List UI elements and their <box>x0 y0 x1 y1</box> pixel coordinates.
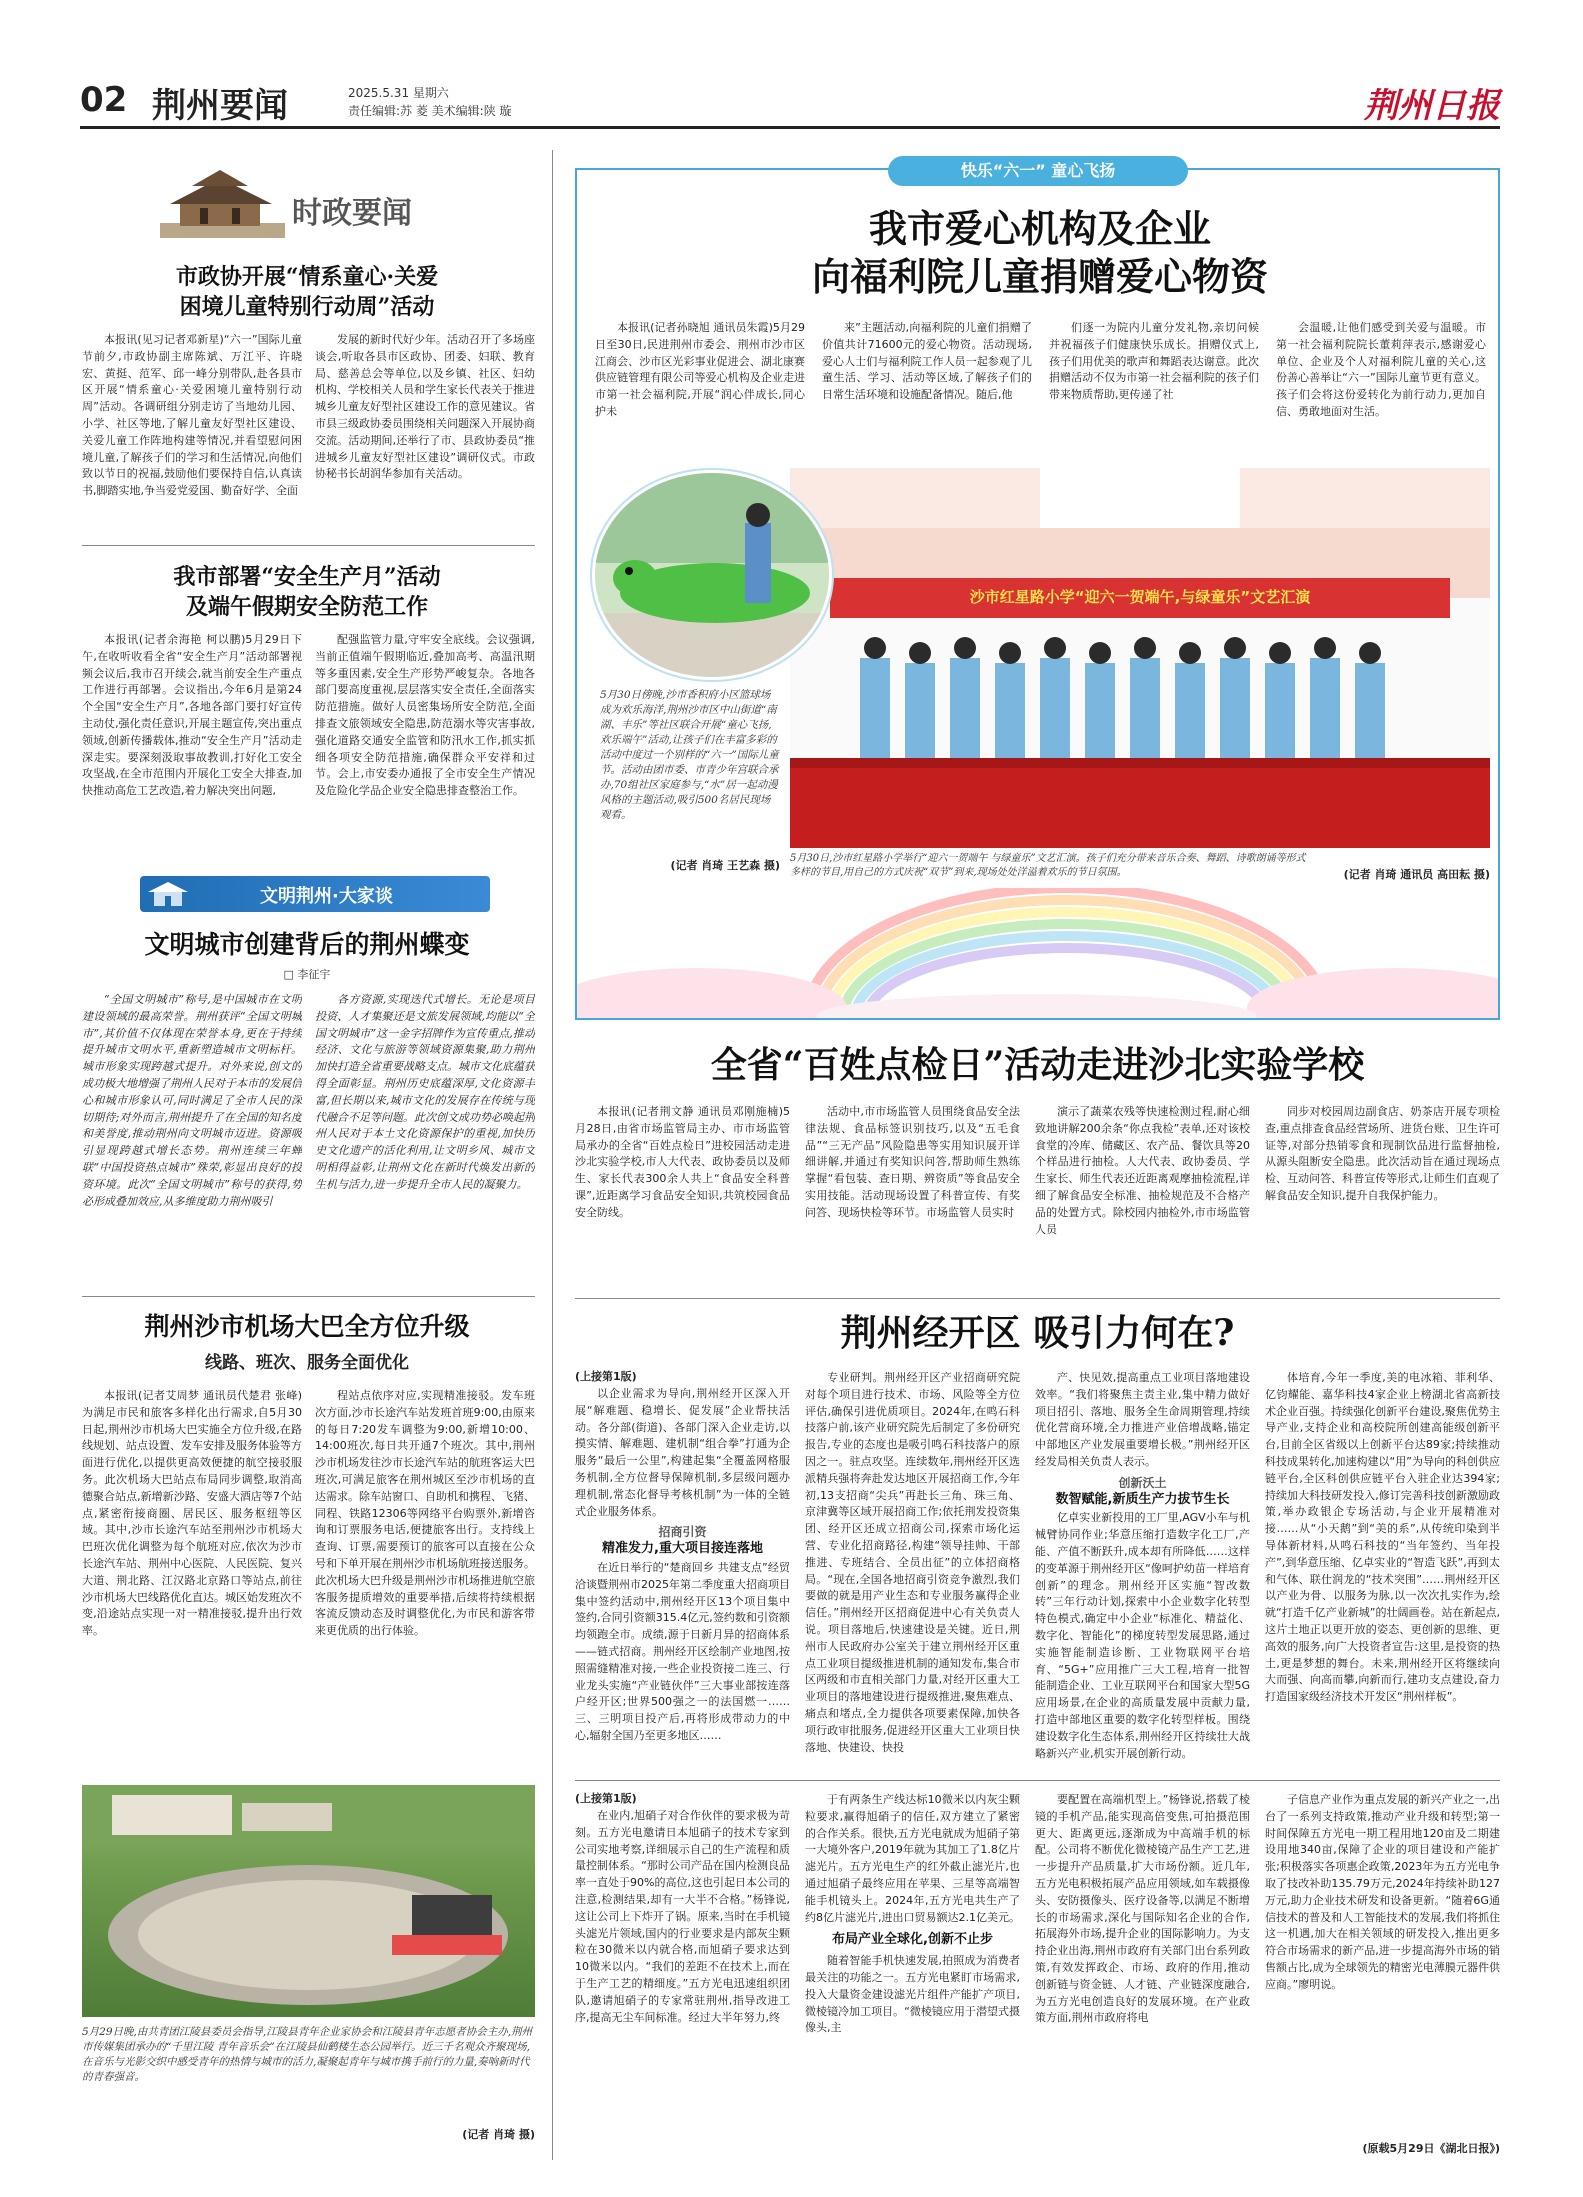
article3-byline: □ 李征宇 <box>283 968 331 981</box>
article4-subtitle: 线路、班次、服务全面优化 <box>205 1353 409 1373</box>
dino-photo-credit: (记者 肖琦 王艺森 摄) <box>670 859 780 872</box>
page-header <box>80 78 1500 128</box>
article6-body-col4: 体培育,今年一季度,美的电冰箱、菲利华、亿钧耀能、嘉华科技4家企业上榜湖北省高新技术企业百强。持续强化创新平台建设,聚焦优势主导产业,支持企业和高校院所创建高能级创新平台,目前全区省级以上创新平台达89家;持续推动科技成果转化,加速构建以“用”为导向的科创供应链平台,全区科创供应链平台入驻企业达394家;持续加大科技研发投入,修订完善科技创新激励政策,举办政银企专场活动,与企业开展精准对接……从“小天鹅”到“美的系”,从传统印染到半导体新材料,从鸣石科技的“当年签约、当年投产”,到华意压缩、亿卓实业的“智造飞跃”,再到太和气体、联仕润龙的“技术突围”……荆州经开区以产业为骨、以服务为脉,以一次次扎实作为,绘就“打造千亿产业新城”的壮阔画卷。站在新起点,这片土地正以更开放的姿态、更创新的思维、更高效的服务,向广大投资者宣告:这里,是投资的热土,更是梦想的舞台。未来,荆州经开区将继续向大而强、向高而攀,向新而行,建功支点建设,奋力打造国家级经济技术开发区“荆州样板”。 <box>1265 1371 1500 1704</box>
article5-body-col3: 演示了蔬菜农残等快速检测过程,耐心细致地讲解200余条“你点我检”表单,还对该校食堂的冷库、储藏区、农产品、餐饮具等20个样品进行抽检。人大代表、政协委员、学生家长、师生代表还近距离观摩抽检流程,详细了解食品安全标准、抽检规范及不合格产品的处置方式。除校园内抽检外,市市场监管人员 <box>1035 1105 1250 1236</box>
rainbow-decoration <box>577 888 1498 1018</box>
article5-body-col2: 活动中,市市场监管人员围绕食品安全法律法规、食品标签识别技巧,以及“五毛食品”“三无产品”风险隐患等实用知识展开详细讲解,并通过有奖知识问答,帮助师生熟练掌握“看包装、查日期、辨资质”等食品安全实用技能。活动现场设置了科普宣传、有奖问答、现场快检等环节。市场监管人员实时 <box>805 1105 1020 1219</box>
article6-continued: (上接第1版) <box>575 1370 637 1383</box>
article7-body-col2: 于有两条生产线达标10微米以内灰尘颗粒要求,赢得旭硝子的信任,双方建立了紧密的合作关系。很快,五方光电就成为旭硝子第一大境外客户,2019年就为其加工了1.8亿片滤光片。五方光电生产的红外截止滤光片,也通过旭硝子最终应用在苹果、三星等高端智能手机镜头上。2024年,五方光电共生产了约8亿片滤光片,进出口贸易额达2.1亿美元。 布局产业全球化,创新不止步 随着智能手机快速发展,拍照成为消费者最关注的功能之一。五方光电紧盯市场需求,投入大量资金建设滤光片组件产能扩产项目,微棱镜冷加工项目。“微棱镜应用于潜望式摄像头,主 <box>805 1793 1020 2035</box>
article6-subhead1b: 精准发力,重大项目接连落地 <box>602 1541 763 1557</box>
dino-photo <box>592 470 832 680</box>
special-body-col3: 们逐一为院内儿童分发礼物,亲切问候并祝福孩子们健康快乐成长。捐赠仪式上,孩子们用优美的歌声和舞蹈表达谢意。此次捐赠活动不仅为市第一社会福利院的孩子们带来物质帮助,更传递了社 <box>1049 321 1259 402</box>
special-banner <box>888 156 1188 186</box>
article4-title: 荆州沙市机场大巴全方位升级 <box>144 1312 470 1341</box>
special-title: 我市爱心机构及企业 向福利院儿童捐赠爱心物资 <box>811 206 1268 299</box>
article3-body-col2: 各方资源,实现迭代式增长。无论是项目投资、人才集聚还是文旅发展领域,均能以“全国文明城市”这一金字招牌作为宣传重点,推动经济、文化与旅游等领域资源集聚,助力荆州加快打造全省重要战略支点。城市文化底蕴获得全面彰显。荆州历史底蕴深厚,文化资源丰富,但长期以来,城市文化的发展存在传统与现代融合不足等问题。此次创文成功势必唤起荆州人民对于本土文化资源保护的重视,加快历史文化遗产的活化利用,让文明乡风、城市文明相得益彰,让荆州文化在新时代焕发出新的生机与活力,进一步提升全市人民的凝聚力。 <box>315 993 535 1191</box>
article5-body-col1: 本报讯(记者荆文静 通讯员邓刚施楠)5月28日,由省市场监管局主办、市市场监管局承办的全省“百姓点检日”进校园活动走进沙北实验学校,市人大代表、政协委员以及师生、家长代表300余人共上“食品安全科普课”,近距离学习食品安全知识,共筑校园食品安全防线。 <box>575 1105 790 1219</box>
issue-date: 2025.5.31 星期六 <box>348 86 449 100</box>
section-title: 荆州要闻 <box>152 86 288 126</box>
dino-photo-caption: 5月30日傍晚,沙市香积府小区篮球场成为欢乐海洋,荆州沙市区中山街道“南湖、丰乐”等社区联合开展“童心飞扬,欢乐端午”活动,让孩子们在丰富多彩的活动中度过一个别样的“六一”国际儿童节。活动由团市委、市青少年宫联合承办,70组社区家庭参与,“水”居一起动漫风格的主题活动,吸引500名居民现场观看。 <box>600 689 779 821</box>
article3-title: 文明城市创建背后的荆州蝶变 <box>144 930 470 959</box>
article7-subhead1: 布局产业全球化,创新不止步 <box>832 1932 993 1948</box>
concert-photo-caption: 5月29日晚,由共青团江陵县委员会指导,江陵县青年企业家协会和江陵县青年志愿者协会主办,荆州市传媒集团承办的“千里江陵 青年音乐会”在江陵县仙鹤楼生态公园举行。近三千名观众齐聚现场,在音乐与光影交织中感受青年的热情与城市的活力,凝聚起青年与城市携手前行的力量,奏响新时代的青春强音。 <box>82 2026 533 2083</box>
stage-photo-caption: 5月30日,沙市红星路小学举行“迎六一贺端午 与绿童乐”文艺汇演。孩子们充分带来音乐合奏、舞蹈、诗歌朗诵等形式多样的节目,用自己的方式庆祝“双节”到来,现场处处洋溢着欢乐的节日氛围。 <box>790 853 1306 878</box>
divider <box>82 545 535 546</box>
article2-body-col2: 配强监管力量,守牢安全底线。会议强调,当前正值端午假期临近,叠加高考、高温汛期等多重因素,安全生产形势严峻复杂。各地各部门要高度重视,层层落实安全责任,全面落实防范措施。做好人员密集场所安全防范,全面排查文旅领域安全隐患,防范溺水等灾害事故,强化道路交通安全监管和防汛水工作,抓实抓细各项安全防范措施,确保群众平安祥和过节。会上,市安委办通报了全市安全生产情况及危险化学品企业安全隐患排查整治工作。 <box>315 633 535 798</box>
divider <box>82 1296 535 1297</box>
article5-title: 全省“百姓点检日”活动走进沙北实验学校 <box>710 1044 1365 1086</box>
masthead-logo: 荆州日报 <box>1364 86 1500 126</box>
special-body-col4: 会温暖,让他们感受到关爱与温暖。市第一社会福利院院长董莉萍表示,感谢爱心单位、企业及个人对福利院儿童的关心,这份善心善举让“六一”国际儿童节更有意义。孩子们会将这份爱转化为前行动力,更加自信、勇敢地面对生活。 <box>1276 321 1486 418</box>
divider <box>575 1780 1500 1781</box>
shizheng-banner <box>160 168 460 238</box>
concert-photo <box>82 1785 535 2017</box>
dino-illustration <box>595 473 832 680</box>
article6-subhead2: 创新沃土 <box>1118 1475 1167 1490</box>
column-separator <box>552 150 553 2160</box>
gate-icon <box>146 880 190 908</box>
wenming-banner <box>140 876 490 912</box>
article7-continued: (上接第1版) <box>575 1792 637 1805</box>
stage-illustration <box>790 468 1490 848</box>
page-number: 02 <box>80 80 128 120</box>
stage-photo <box>790 468 1490 848</box>
article1-body-col2: 发展的新时代好少年。活动召开了多场座谈会,听取各县市区政协、团委、妇联、教育局、慈善总会等单位,以及乡镇、社区、妇幼机构、学校相关人员和学生家长代表关于推进城乡儿童友好型社区建设工作的意见建议。省市县三级政协委员围绕相关问题深入开展协商交流。活动期间,还举行了市、县政协委员“推进城乡儿童友好型社区建设”调研仪式。市政协秘书长胡润华参加有关活动。 <box>315 333 535 481</box>
article7-body-col3: 要配置在高端机型上。”杨锋说,搭载了棱镜的手机产品,能实现高倍变焦,可拍摄范围更大、距离更远,逐渐成为中高端手机的标配。公司将不断优化微棱镜产品生产工艺,进一步提升产品质量,扩大市场份额。近几年,五方光电积极拓展产品应用领域,如车载摄像头、安防摄像头、医疗设备等,以满足不断增长的市场需求,深化与国际知名企业的合作,拓展海外市场,提升企业的国际影响力。为支持企业出海,荆州市政府有关部门出台系列政策,有效发挥政企、市场、政府的作用,推动创新链与资金链、人才链、产业链深度融合,为五方光电创造良好的发展环境。在产业政策方面,荆州市政府将电 <box>1035 1793 1250 2025</box>
concert-photo-credit: (记者 肖琦 摄) <box>462 2128 535 2141</box>
stage-photo-credit: (记者 肖琦 通讯员 高田耘 摄) <box>1343 868 1490 881</box>
article1-title: 市政协开展“情系童心·关爱 困境儿童特别行动周”活动 <box>175 264 439 320</box>
editor-credits: 责任编辑:苏 菱 美术编辑:陕 璇 <box>348 104 512 118</box>
article3-body-col1: “全国文明城市”称号,是中国城市在文明建设领域的最高荣誉。荆州获评“全国文明城市”,其价值不仅体现在荣誉本身,更在于持续提升城市文明水平,重新塑造城市文明标杆。城市形象实现跨越式提升。对外来说,创文的成功极大地增强了荆州人民对于本市的发展信心和城市形象认可,同时满足了全市人民的深切期待;对外而言,荆州提升了在全国的知名度和美誉度,推动荆州向文明城市迈进。资源吸引显现跨越式增长态势。荆州连续三年蝉联“中国投资热点城市”殊荣,彰显出良好的投资环境。此次“全国文明城市”称号的获得,势必形成叠加效应,从多维度助力荆州吸引 <box>82 993 302 1208</box>
article1-body-col1: 本报讯(见习记者邓新星)“六一”国际儿童节前夕,市政协副主席陈斌、万江平、许晓宏、黄挺、范军、邱一峰分别带队,赴各县市区开展“情系童心·关爱困境儿童特别行动周”活动。各调研组分别走访了当地幼儿园、小学、社区等地,了解儿童友好型社区建设、关爱儿童工作阵地构建等情况,并看望慰问困境儿童,了解孩子们的学习和生活情况,向他们致以节日的祝福,鼓励他们要保持自信,认真读书,脚踏实地,争当爱党爱国、勤奋好学、全面 <box>82 333 302 498</box>
article4-body-col2: 程站点依序对应,实现精准接驳。发车班次方面,沙市长途汽车站发班首班9:00,由原来的每日7:20发车调整为9:00,新增10:00、14:00班次,每日共开通7个班次。其中,荆州沙市机场发往沙市长途汽车站的航班客运大巴班次,可满足旅客在荆州城区至沙市机场的直达需求。除车站窗口、自助机和携程、飞猪、同程、铁路12306等网络平台购票外,新增咨询和订票服务电话,便捷旅客出行。支持线上查询、订票,需要预订的旅客可以直接在公众号和下单开展在荆州沙市机场航班接送服务。此次机场大巴升级是荆州沙市机场推进航空旅客服务提质增效的重要举措,后续将持续根据客流反馈动态及时调整优化,为市民和游客带来更优质的出行体验。 <box>315 1389 535 1638</box>
article7-body-col1: 在业内,旭硝子对合作伙伴的要求极为苛刻。五方光电邀请日本旭硝子的技术专家到公司实地考察,详细展示自己的生产流程和质量控制体系。“那时公司产品在国内检测良品率一直处于90%的高位,这也引起日本公司的注意,检测结果,却有一大半不合格。”杨锋说,这让公司上下炸开了锅。原来,当时在手机镜头滤光片领域,国内的行业要求是内部灰尘颗粒在30微米以内就合格,而旭硝子要求达到10微米以内。“我们的差距不在技术上,而在于生产工艺的精细度。”五方光电迅速组织团队,邀请旭硝子的专家常驻荆州,指导改进工序,提高无尘车间标准。经过大半年努力,终 <box>575 1809 790 2024</box>
wenming-banner-text: 文明荆州·大家谈 <box>260 886 393 907</box>
special-body-col2: 来”主题活动,向福利院的儿童们捐赠了价值共计71600元的爱心物资。活动现场,爱心人士们与福利院工作人员一起参观了儿童生活、学习、活动等区域,了解孩子们的日常生活环境和设施配备情况。随后,他 <box>822 321 1032 402</box>
article6-subhead2b: 数智赋能,新质生产力拔节生长 <box>1055 1491 1230 1507</box>
divider <box>575 1298 1500 1299</box>
special-body-col1: 本报讯(记者孙晓旭 通讯员朱霞)5月29日至30日,民进荆州市委会、荆州市沙市区江商会、沙市区光彩事业促进会、湖北康赛供应链管理有限公司等爱心机构及企业走进市第一社会福利院,开展“润心伴成长,同心护未 <box>595 321 805 418</box>
article5-body-col4: 同步对校园周边副食店、奶茶店开展专项检查,重点排查食品经营场所、进货台账、卫生许可证等,对部分热销零食和现制饮品进行监督抽检,从源头阻断安全隐患。此次活动旨在通过现场点检、互动问答、科普宣传等形式,让师生们直观了解食品安全知识,提升自我保护能力。 <box>1265 1105 1500 1202</box>
article6-subhead1: 招商引资 <box>658 1525 707 1540</box>
article2-title: 我市部署“安全生产月”活动 及端午假期安全防范工作 <box>173 564 441 620</box>
header-rule <box>80 126 1500 129</box>
article6-body-col1: 以企业需求为导向,荆州经开区深入开展“解难题、稳增长、促发展”企业帮扶活动。各分部(街道)、各部门深入企业走访,以摸实情、解难题、建机制“组合拳”打通为企服务“最后一公里”,构建起集“全覆盖网格服务机制,全方位督导保障机制,多层级问题办理机制,常态化督导考核机制”为一体的全链式企业服务体系。 招商引资 精准发力,重大项目接连落地 在近日举行的“楚商回乡 共建支点”经贸洽谈暨荆州市2025年第二季度重大招商项目集中签约活动中,荆州经开区13个项目集中签约,合同引资额315.4亿元,签约数和引资额均领跑全市。成绩,源于日新月异的招商体系——链式招商。荆州经开区绘制产业地图,按照需缝精准对接,一些企业投资接二连三、行业龙头实施“产业链伙伴”三大事业部按连落户经开区;世界500强之一的法国燃一……三、三明项目投产后,再将形成带动力的中心,辐射全国乃至更多地区…… <box>575 1387 790 1742</box>
article7-source: (原载5月29日《湖北日报》) <box>1362 2142 1500 2155</box>
article6-body-col3: 产、快见效,提高重点工业项目落地建设效率。“我们将聚焦主责主业,集中精力做好项目招引、落地、服务全生命周期管理,持续优化营商环境,全力推进产业倍增战略,锚定中部地区产业发展重要增长极。”荆州经开区经发局相关负责人表示。 创新沃土 数智赋能,新质生产力拔节生长 亿卓实业新投用的工厂里,AGV小车与机械臂协同作业;华意压缩打造数字化工厂,产能、产值不断跃升,成本却有所降低……这样的变革源于荆州经开区“像呵护幼苗一样培育创新”的理念。荆州经开区实施“智改数转”三年行动计划,探索中小企业数字化转型特色模式,确定中小企业“标准化、精益化、数字化、智能化”的梯度转型发展思路,通过实施智能制造诊断、工业物联网平台培育、“5G+”应用推广三大工程,培育一批智能制造企业、工业互联网平台和国家大型5G应用场景,在企业的高质量发展中贡献力量,打造中部地区重要的数字化转型样板。围绕建设数字化生态体系,荆州经开区持续壮大战略新兴产业,机实开展创新行动。 <box>1035 1371 1250 1760</box>
crowd-illustration <box>82 1785 535 2017</box>
pavilion-icon <box>160 168 285 238</box>
special-banner-text: 快乐“六一” 童心飞扬 <box>960 161 1116 180</box>
article6-title: 荆州经开区 吸引力何在? <box>840 1312 1235 1354</box>
article7-body-col4: 子信息产业作为重点发展的新兴产业之一,出台了一系列支持政策,推动产业升级和转型;第一时间保障五方光电一期工程用地120亩及二期建设用地340亩,保障了企业的项目建设和产能扩张;积极落实各项惠企政策,2023年为五方光电争取了技改补助135.79万元,2024年持续补助127万元,助力企业技术研发和设备更新。“随着6G通信技术的普及和人工智能技术的发展,我们将抓住这一机遇,加大在相关领域的研发投入,推出更多符合市场需求的新产品,进一步提高海外市场的销售额占比,成为全球领先的精密光电薄膜元器件供应商。”廖明说。 <box>1265 1793 1500 1991</box>
article6-body-col2: 专业研判。荆州经开区产业招商研究院对每个项目进行技术、市场、风险等全方位评估,确保引进优质项目。2024年,在鸣石科技落户前,该产业研究院先后制定了多份研究报告,专业的态度也是吸引鸣石科技落户的原因之一。驻点攻坚。连续数年,荆州经开区选派精兵强将奔赴发达地区开展招商工作,今年初,13支招商“尖兵”再赴长三角、珠三角、京津冀等区域开展招商工作;依托荆发投资集团、经开区还成立招商公司,探索市场化运营、专业化招商路径,构建“领导挂帅、干部推进、专班结合、全员出征”的立体招商格局。“现在,全国各地招商引资竞争激烈,我们要做的就是用产业生态和专业服务赢得企业信任。”荆州经开区招商促进中心有关负责人说。项目落地后,快速建设是关键。近日,荆州市人民政府办公室关于建立荆州经开区重点工业项目提级推进机制的通知发布,集合市区两级和市直相关部门力量,对经开区重大工业项目的落地建设进行提级推进,聚焦难点、痛点和堵点,全力提供各项要素保障,加快各项行政审批服务,促进经开区重大工业项目快落地、快建设、快投 <box>805 1371 1020 1754</box>
shizheng-banner-text: 时政要闻 <box>292 196 412 231</box>
article2-body-col1: 本报讯(记者余海艳 柯以鹏)5月29日下午,在收听收看全省“安全生产月”活动部署视频会议后,我市召开续会,就当前安全生产重点工作进行再部署。会议指出,今年6月是第24个全国“安全生产月”,各地各部门要打好宣传主动仗,强化责任意识,开展主题宣传,突出重点领域,创新传播载体,推动“安全生产月”活动走深走实。要深刻汲取事故教训,打好化工安全攻坚战,在全市范围内开展化工安全大排查,加快推动高危工艺改造,着力解决突出问题, <box>82 633 302 798</box>
article4-body-col1: 本报讯(记者艾周梦 通讯员代楚君 张峰)为满足市民和旅客多样化出行需求,自5月30日起,荆州沙市机场大巴实施全方位升级,在路线规划、站点设置、发车安排及服务体验等方面进行优化,以提供更高效便捷的航空接驳服务。此次机场大巴站点布局同步调整,取消高德聚合站点,新增新沙路、安盛大酒店等7个站点,紧密衔接商圈、居民区、服务枢纽等区域。其中,沙市长途汽车站至荆州沙市机场大巴班次优化调整为每个航班对应,依次为沙市长途汽车站、荆州中心医院、人民医院、复兴大道、荆北路、江汉路北京路口等站点,前往沙市机场大巴线路优化直达。城区始发班次不变,沿途站点实现一对一精准接驳,提升出行效率。 <box>82 1389 302 1638</box>
stage-banner-text: 沙市红星路小学“迎六一贺端午,与绿童乐”文艺汇演 <box>969 588 1311 606</box>
